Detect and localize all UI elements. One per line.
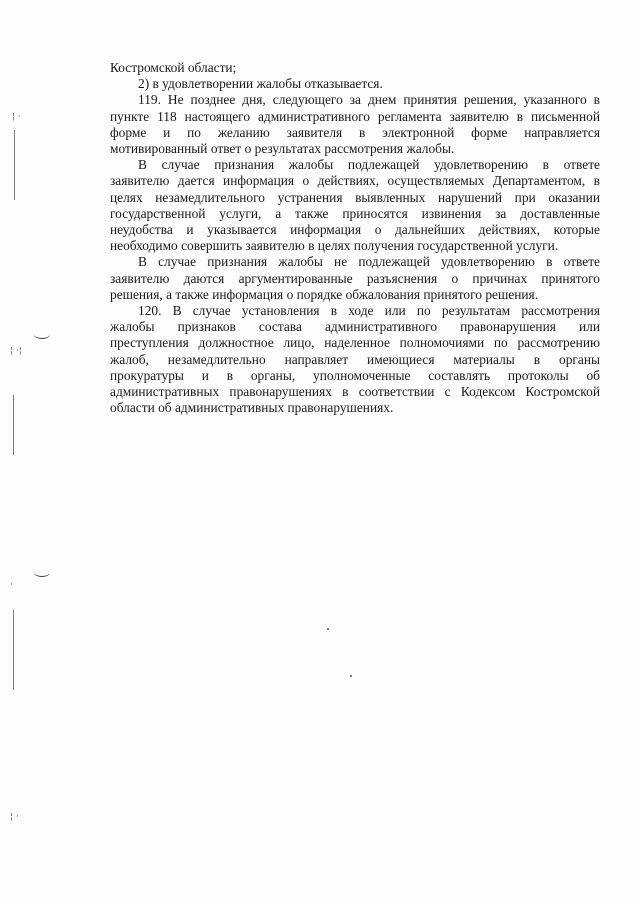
margin-line [13, 395, 14, 455]
text-line: 119. Не позднее дня, следующего за днем принятия решения, указанного в [138, 92, 600, 108]
text-line: жалобы признаков состава административного правонарушения или [110, 319, 600, 335]
text-line: Костромской области; [110, 60, 237, 75]
scan-speck [350, 675, 352, 677]
text-line: мотивированный ответ о результатах рассмотрения жалобы. [110, 141, 455, 157]
text-line: заявителю даются аргументированные разъяснения о причинах принятого [110, 270, 600, 286]
margin-mark: ¦ · [10, 812, 19, 822]
text-line: государственной услуги, а также приносятся извинения за доставленные [110, 205, 600, 221]
text-line: жалоб, незамедлительно направляет имеющиеся материалы в органы [110, 351, 600, 367]
text-line: прокуратуры и в органы, уполномоченные составлять протоколы об [110, 367, 600, 383]
text-line: 120. В случае установления в ходе или по результатам рассмотрения [138, 303, 600, 319]
text-line: области об административных правонарушениях. [110, 400, 394, 416]
text-line: форме и по желанию заявителя в электронной форме направляется [110, 124, 600, 140]
text-line: В случае признания жалобы подлежащей удовлетворению в ответе [138, 157, 600, 173]
margin-mark: ¦ ·¦ [10, 346, 22, 356]
text-line: необходимо совершить заявителю в целях получения государственной услуги. [110, 238, 559, 254]
margin-curve [34, 568, 50, 577]
paragraph-119 [110, 92, 600, 157]
margin-line [13, 610, 14, 690]
text-line: пункте 118 настоящего административного регламента заявителю в письменной [110, 108, 600, 124]
paragraph-item-2 [110, 76, 600, 92]
paragraph-continuation [110, 60, 600, 76]
text-line: административных правонарушениях в соответствии с Кодексом Костромской [110, 384, 600, 400]
margin-mark: · [10, 580, 13, 590]
scan-speck [327, 628, 329, 630]
margin-curve [34, 330, 50, 339]
text-line: целях незамедлительного устранения выявленных нарушений при оказании [110, 189, 600, 205]
text-line: заявителю дается информация о действиях, осуществляемых Департаментом, в [110, 173, 600, 189]
text-line: решения, а также информация о порядке обжалования принятого решения. [110, 286, 539, 302]
paragraph-120 [110, 303, 600, 416]
paragraph-not-satisfied [110, 254, 600, 303]
text-line: неудобства и указывается информация о дальнейших действиях, которые [110, 222, 600, 238]
paragraph-satisfied [110, 157, 600, 254]
text-line: 2) в удовлетворении жалобы отказывается. [138, 76, 383, 92]
margin-mark: ¦ · [12, 112, 21, 122]
margin-line [14, 130, 15, 200]
text-line: В случае признания жалобы не подлежащей удовлетворению в ответе [138, 254, 600, 270]
document-body [110, 60, 600, 416]
text-line: преступления должностное лицо, наделенное полномочиями по рассмотрению [110, 335, 600, 351]
